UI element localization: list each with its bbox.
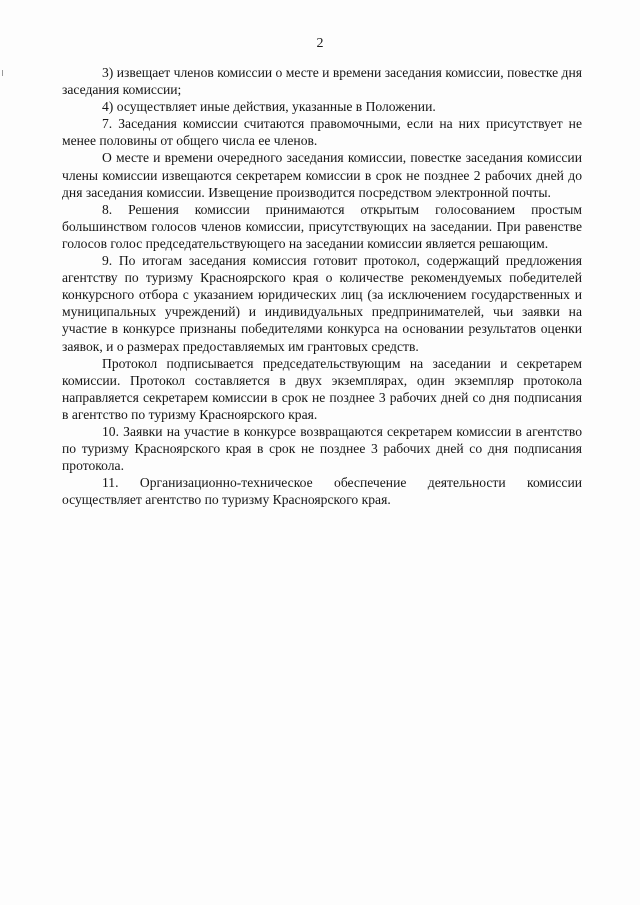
paragraph-clause-7: 7. Заседания комиссии считаются правомочными, если на них присутствует не менее половины от общего числа ее членов. bbox=[62, 116, 582, 149]
page-number: 2 bbox=[316, 36, 324, 51]
paragraph-clause-11: 11. Организационно-техническое обеспечение деятельности комиссии осуществляет агентство по туризму Красноярского края. bbox=[62, 475, 582, 508]
scan-edge-mark bbox=[2, 70, 3, 76]
paragraph-notification: О месте и времени очередного заседания комиссии, повестке заседания комиссии члены комиссии извещаются секретарем комиссии в срок не позднее 2 рабочих дней до дня заседания комиссии. Извещение производится посредством электронной почты. bbox=[62, 150, 582, 200]
document-body bbox=[62, 64, 582, 508]
paragraph-protocol: Протокол подписывается председательствующим на заседании и секретарем комиссии. Протокол составляется в двух экземплярах, один экземпляр протокола направляется секретарем комиссии в срок не позднее 3 рабочих дней со дня подписания в агентство по туризму Красноярского края. bbox=[62, 355, 582, 422]
paragraph-clause-9: 9. По итогам заседания комиссия готовит протокол, содержащий предложения агентству по туризму Красноярского края о количестве рекомендуемых победителей конкурсного отбора с указанием юридических лиц (за исключением государственных и муниципальных учреждений) и индивидуальных предпринимателей, чьи заявки на участие в конкурсе признаны победителями конкурса на основании результатов оценки заявок, и о размерах предоставляемых им грантовых средств. bbox=[62, 253, 582, 354]
paragraph-clause-10: 10. Заявки на участие в конкурсе возвращаются секретарем комиссии в агентство по туризму Красноярского края в срок не позднее 3 рабочих дней со дня подписания протокола. bbox=[62, 423, 582, 474]
paragraph-clause-8: 8. Решения комиссии принимаются открытым голосованием простым большинством голосов членов комиссии, присутствующих на заседании. При равенстве голосов голос председательствующего на заседании комиссии является решающим. bbox=[62, 201, 582, 251]
paragraph-item-3: 3) извещает членов комиссии о месте и времени заседания комиссии, повестке дня заседания комиссии; bbox=[62, 65, 582, 98]
paragraph-item-4: 4) осуществляет иные действия, указанные в Положении. bbox=[102, 99, 436, 115]
